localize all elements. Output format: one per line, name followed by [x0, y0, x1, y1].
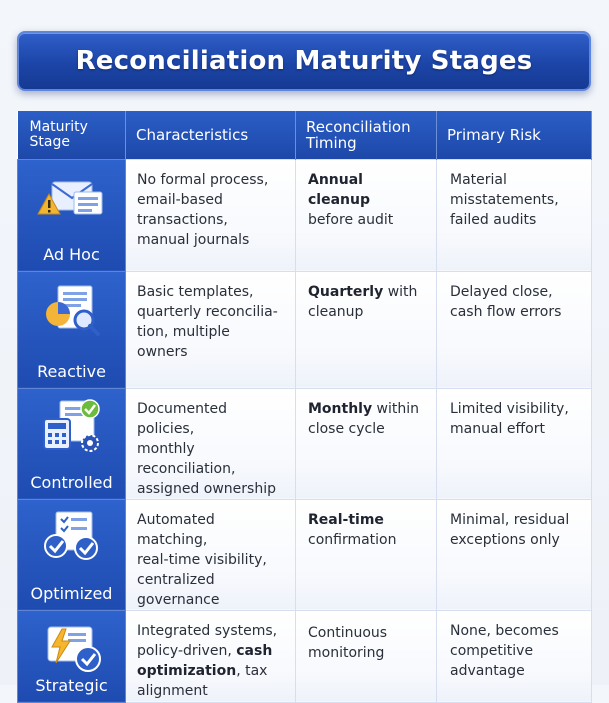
timing-cell: Annual cleanup before audit	[296, 159, 437, 271]
stage-label: Ad Hoc	[43, 244, 100, 264]
characteristics-cell: Basic templates, quarterly reconcilia- tion, multiple owners	[126, 271, 296, 388]
risk-cell: None, becomes competitive advantage	[437, 610, 592, 702]
search-documents-icon	[18, 280, 126, 340]
stage-cell	[18, 610, 126, 702]
lightning-check-icon	[18, 619, 126, 679]
stage-label: Strategic	[35, 675, 108, 695]
timing-cell: Real-time confirmation	[296, 499, 437, 610]
characteristics-cell: No formal process, email-based transactions, manual journals	[126, 159, 296, 271]
calculator-gear-icon	[18, 397, 126, 457]
table-row	[18, 610, 592, 702]
stage-cell	[18, 388, 126, 499]
characteristics-cell: Automated matching, real-time visibility, centralized governance	[126, 499, 296, 610]
table-row	[18, 388, 592, 499]
stage-label: Controlled	[30, 472, 113, 492]
header-stage: Maturity Stage	[18, 111, 126, 159]
timing-cell: Monthly within close cycle	[296, 388, 437, 499]
table-row	[18, 159, 592, 271]
page-title: Reconciliation Maturity Stages	[75, 46, 533, 76]
table-row	[18, 271, 592, 388]
stage-label: Optimized	[30, 583, 113, 603]
characteristics-cell: Documented policies, monthly reconciliation, assigned ownership	[126, 388, 296, 499]
timing-cell: Quarterly with cleanup	[296, 271, 437, 388]
risk-cell: Delayed close, cash flow errors	[437, 271, 592, 388]
timing-cell: Continuous monitoring	[296, 610, 437, 702]
maturity-table	[17, 111, 592, 703]
risk-cell: Material misstatements, failed audits	[437, 159, 592, 271]
warning-email-icon	[18, 168, 126, 228]
header-risk: Primary Risk	[437, 111, 592, 159]
stage-label: Reactive	[37, 361, 106, 381]
checklist-check-icon	[18, 508, 126, 568]
header-timing: Reconciliation Timing	[296, 111, 437, 159]
stage-cell	[18, 499, 126, 610]
characteristics-cell: Integrated systems, policy-driven, cash optimization, tax alignment	[126, 610, 296, 702]
table-row	[18, 499, 592, 610]
header-row	[18, 111, 592, 159]
stage-cell	[18, 271, 126, 388]
risk-cell: Limited visibility, manual effort	[437, 388, 592, 499]
title-banner	[17, 31, 591, 91]
risk-cell: Minimal, residual exceptions only	[437, 499, 592, 610]
stage-cell	[18, 159, 126, 271]
header-characteristics: Characteristics	[126, 111, 296, 159]
